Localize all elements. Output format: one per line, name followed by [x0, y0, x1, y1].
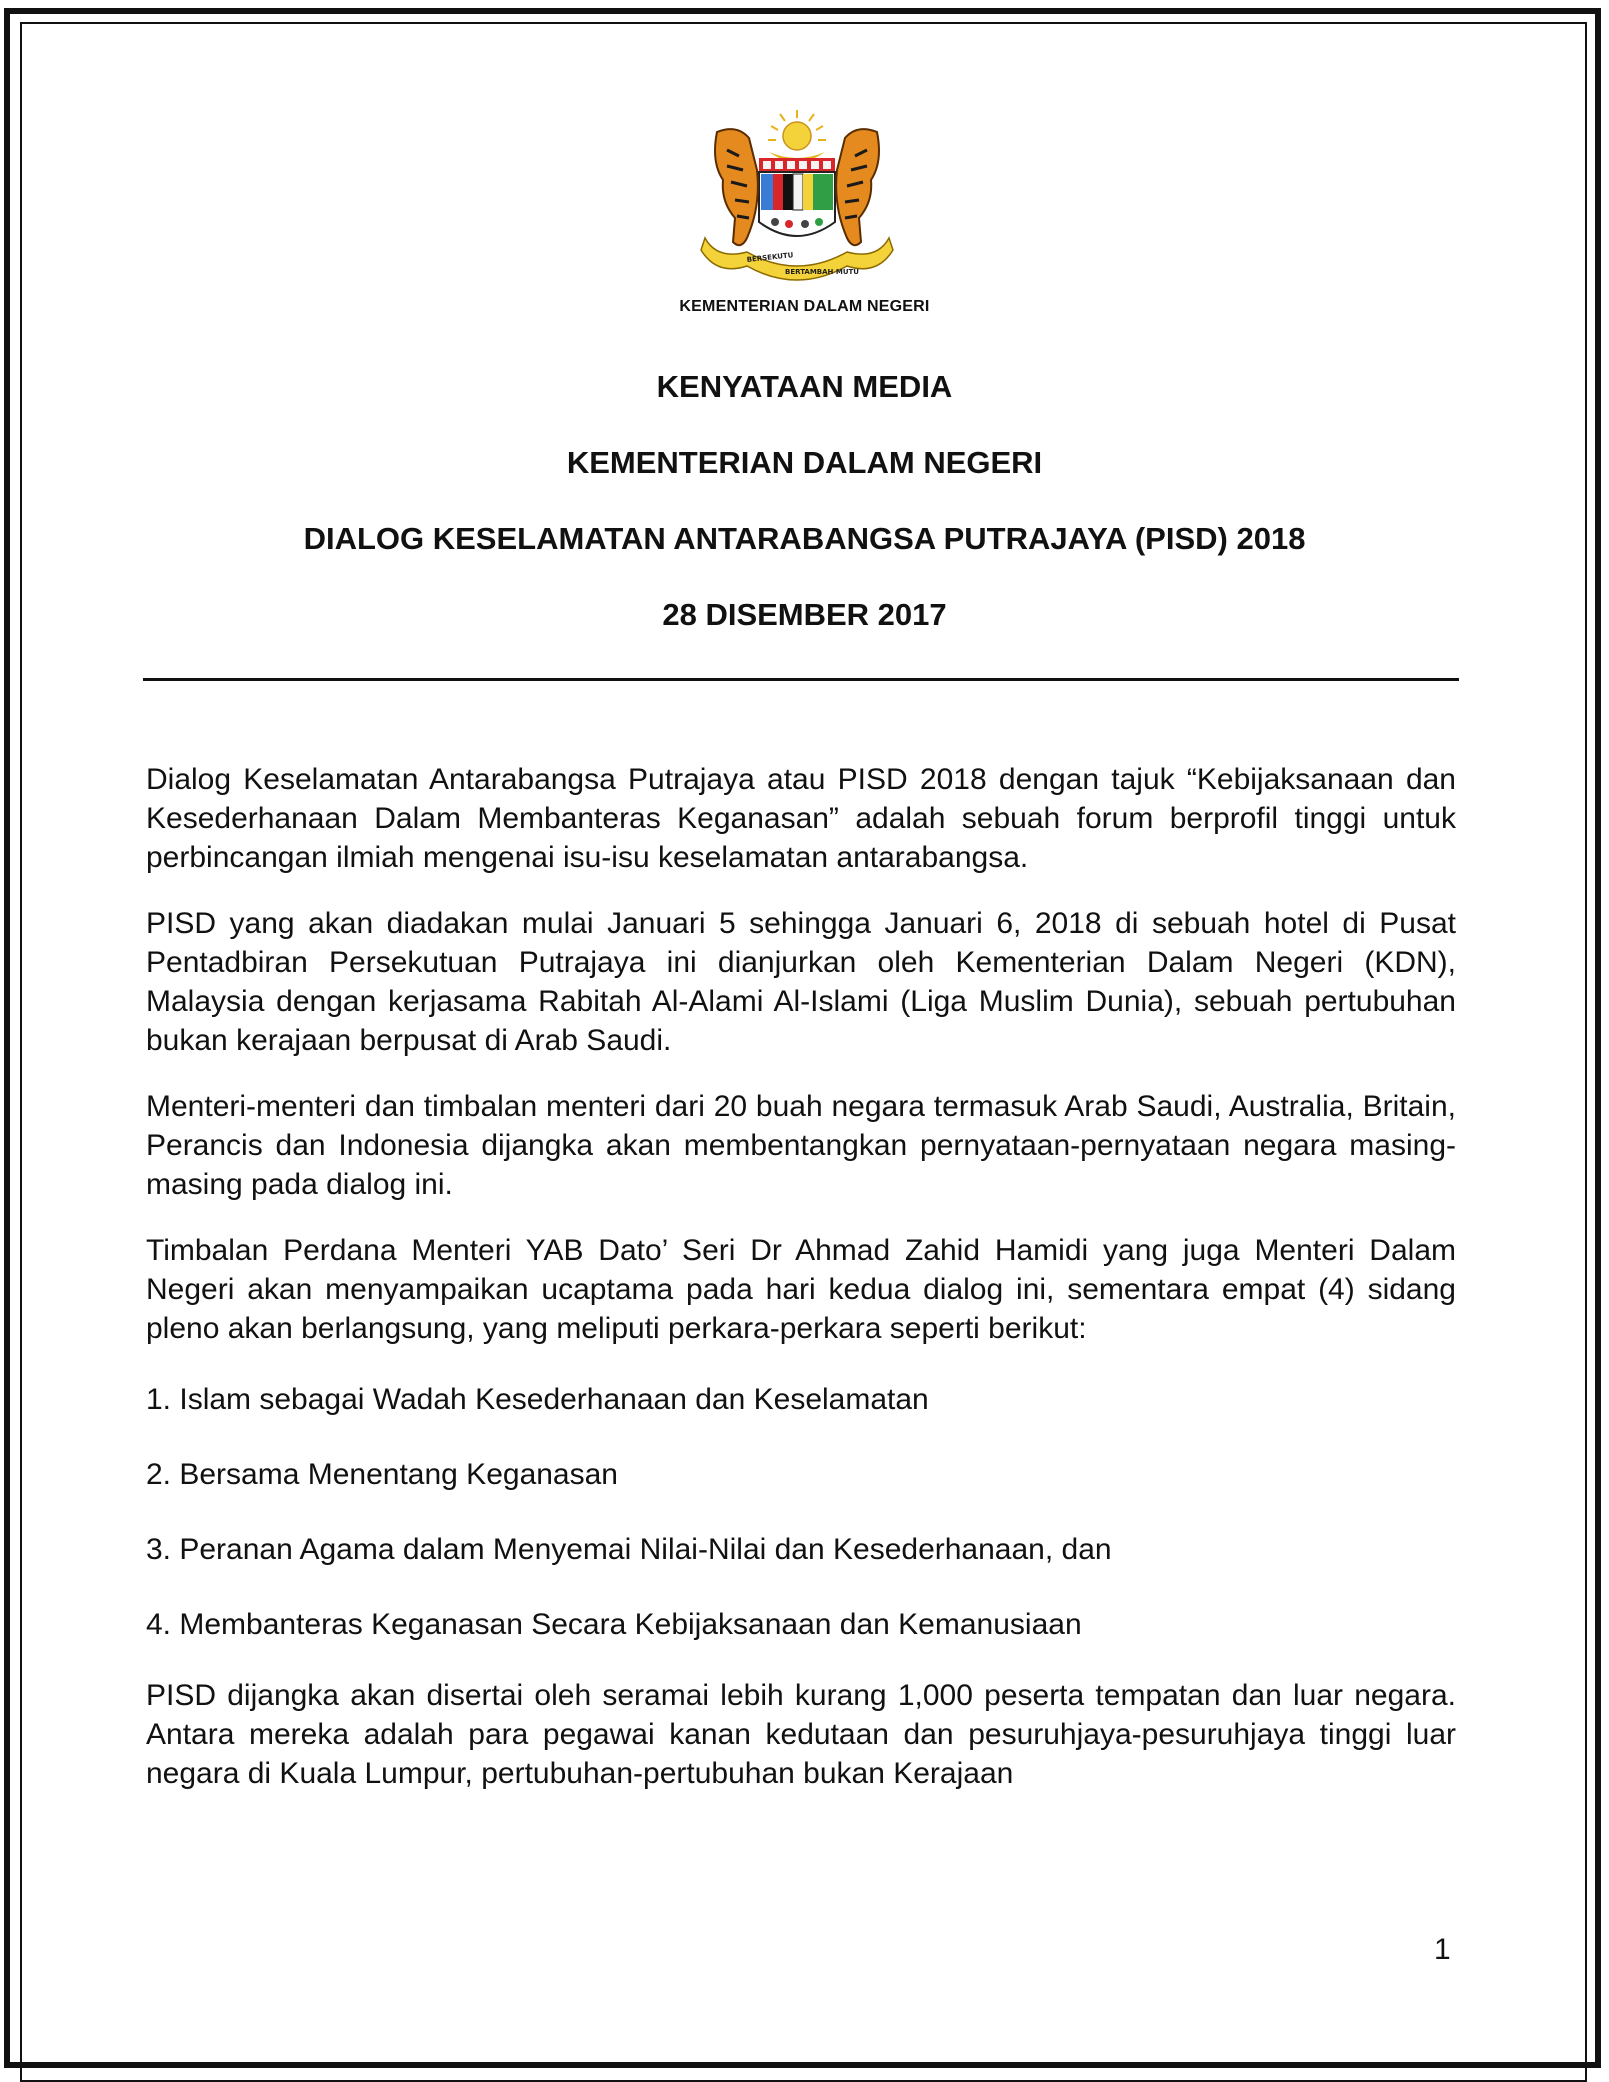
body-paragraph: Timbalan Perdana Menteri YAB Dato’ Seri Dr Ahmad Zahid Hamidi yang juga Menteri Dalam Negeri akan menyampaikan ucaptama pada hari kedua dialog ini, sementara empat (4) sidang pleno akan berlangsung, yang meliputi perkara-perkara seperti berikut:	[146, 1234, 1456, 1345]
document-title: KENYATAAN MEDIA	[656, 369, 953, 404]
document-date: 28 DISEMBER 2017	[662, 597, 947, 632]
plenary-list-item: 2. Bersama Menentang Keganasan	[146, 1458, 618, 1491]
plenary-list-item: 3. Peranan Agama dalam Menyemai Nilai-Nilai dan Kesederhanaan, dan	[146, 1533, 1112, 1566]
svg-text:BERSEKUTU: BERSEKUTU	[746, 251, 794, 264]
svg-text:BERTAMBAH MUTU: BERTAMBAH MUTU	[785, 268, 859, 276]
ministry-heading: KEMENTERIAN DALAM NEGERI	[566, 445, 1043, 480]
body-paragraph: Menteri-menteri dan timbalan menteri dari 20 buah negara termasuk Arab Saudi, Australia, Britain, Perancis dan Indonesia dijangka akan membentangkan pernyataan-pernyataan negara masing-masing pada dialog ini.	[146, 1090, 1456, 1201]
ministry-caption: KEMENTERIAN DALAM NEGERI	[679, 298, 930, 315]
header-divider	[143, 678, 1459, 681]
coat-of-arms-logo	[677, 110, 917, 295]
page-number: 1	[1434, 1933, 1451, 1966]
event-heading: DIALOG KESELAMATAN ANTARABANGSA PUTRAJAYA (PISD) 2018	[303, 521, 1306, 556]
plenary-list-item: 1. Islam sebagai Wadah Kesederhanaan dan Keselamatan	[146, 1383, 929, 1416]
document-body	[146, 760, 1456, 1820]
body-paragraph: PISD yang akan diadakan mulai Januari 5 sehingga Januari 6, 2018 di sebuah hotel di Pusat Pentadbiran Persekutuan Putrajaya ini dianjurkan oleh Kementerian Dalam Negeri (KDN), Malaysia dengan kerjasama Rabitah Al-Alami Al-Islami (Liga Muslim Dunia), sebuah pertubuhan bukan kerajaan berpusat di Arab Saudi.	[146, 907, 1456, 1057]
body-paragraph: Dialog Keselamatan Antarabangsa Putrajaya atau PISD 2018 dengan tajuk “Kebijaksanaan dan Kesederhanaan Dalam Membanteras Keganasan” adalah sebuah forum berprofil tinggi untuk perbincangan ilmiah mengenai isu-isu keselamatan antarabangsa.	[146, 763, 1456, 874]
plenary-list-item: 4. Membanteras Keganasan Secara Kebijaksanaan dan Kemanusiaan	[146, 1608, 1082, 1641]
closing-paragraph: PISD dijangka akan disertai oleh seramai lebih kurang 1,000 peserta tempatan dan luar negara. Antara mereka adalah para pegawai kanan kedutaan dan pesuruhjaya-pesuruhjaya tinggi luar negara di Kuala Lumpur, pertubuhan-pertubuhan bukan Kerajaan	[146, 1679, 1456, 1790]
